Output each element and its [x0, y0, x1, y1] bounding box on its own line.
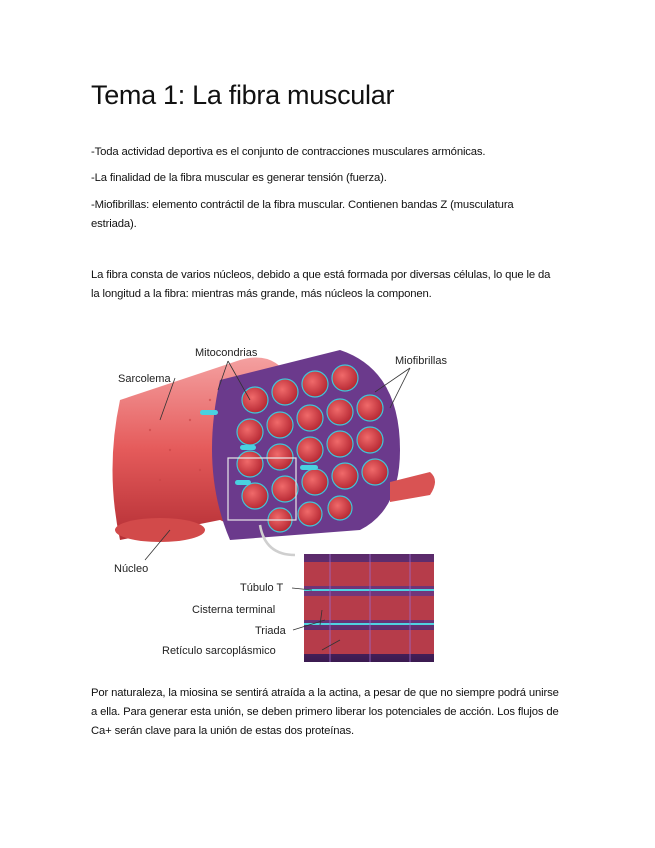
label-triada: Triada	[255, 625, 286, 637]
paragraph-5: Por naturaleza, la miosina se sentirá atraída a la actina, a pesar de que no siempre podrá unirse a ella. Para generar esta unión, se deben primero liberar los potenciales de acción. Los flujos de Ca+ serán clave para la unión de estas dos proteínas.	[91, 687, 559, 737]
paragraph-3: -Miofibrillas: elemento contráctil de la fibra muscular. Contienen bandas Z (musculatura estriada).	[91, 199, 514, 230]
label-miofibrillas: Miofibrillas	[395, 355, 447, 367]
muscle-fiber-illustration	[100, 340, 540, 670]
zoom-inset	[304, 554, 434, 662]
page-title: Tema 1: La fibra muscular	[91, 80, 395, 110]
paragraph-4: La fibra consta de varios núcleos, debido a que está formada por diversas células, lo que le da la longitud a la fibra: mientras más grande, más núcleos la componen.	[91, 269, 551, 300]
paragraph-2: -La finalidad de la fibra muscular es generar tensión (fuerza).	[91, 172, 387, 184]
myofibril-bundle	[200, 350, 400, 540]
label-tubulo-t: Túbulo T	[240, 582, 284, 594]
label-sarcolema: Sarcolema	[118, 373, 171, 385]
label-cisterna-terminal: Cisterna terminal	[192, 604, 276, 616]
label-mitocondrias: Mitocondrias	[195, 347, 258, 359]
label-nucleo: Núcleo	[114, 563, 149, 575]
paragraph-1: -Toda actividad deportiva es el conjunto de contracciones musculares armónicas.	[91, 146, 486, 158]
label-reticulo-sarcoplasmico: Retículo sarcoplásmico	[162, 645, 276, 657]
